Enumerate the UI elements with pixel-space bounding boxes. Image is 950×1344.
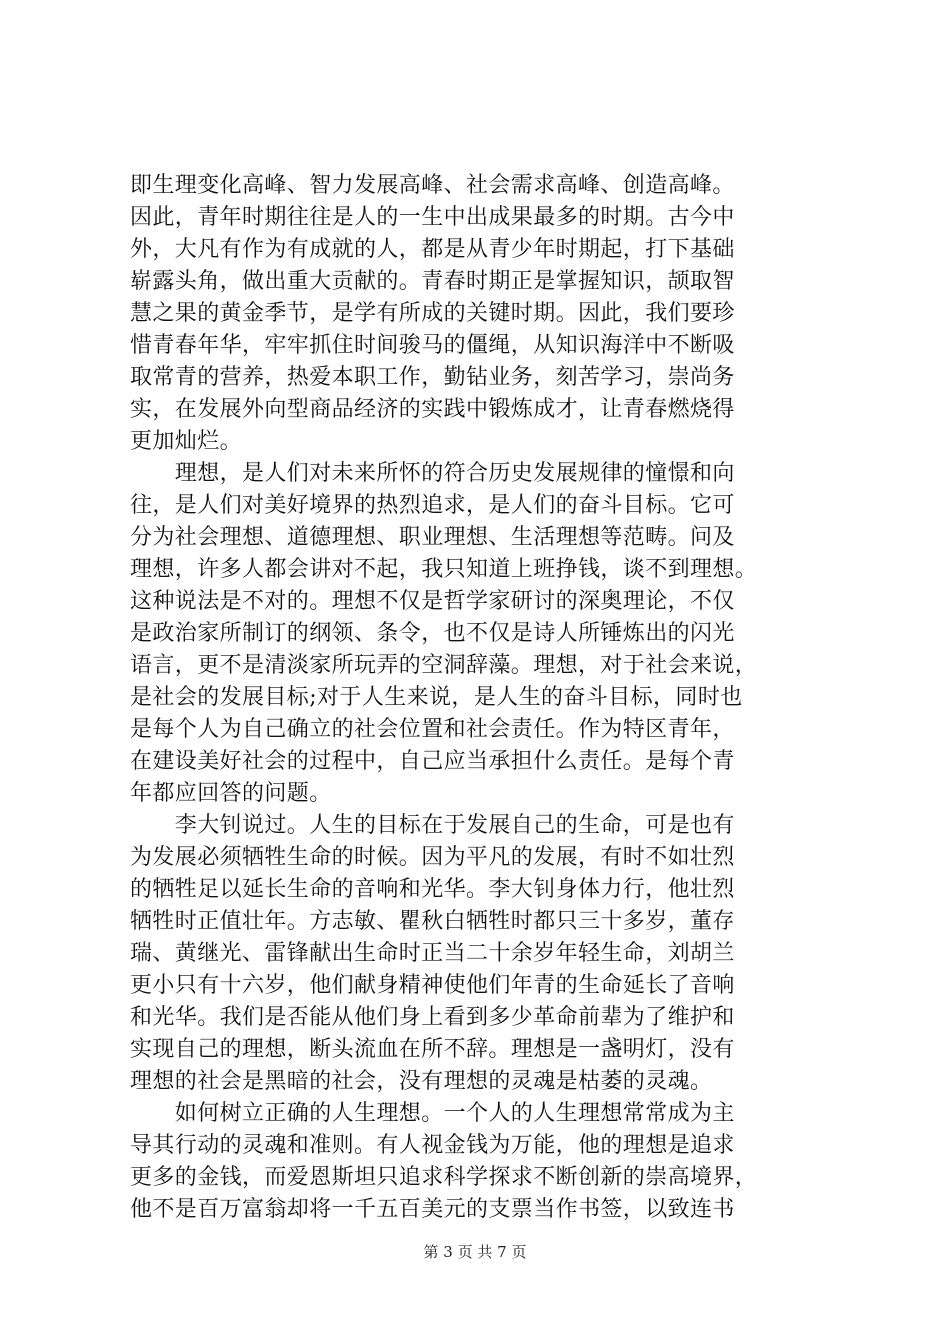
text-line: 为发展必须牺牲生命的时候。因为平凡的发展，有时不如壮烈 [130,845,735,870]
text-line: 往，是人们对美好境界的热烈追求，是人们的奋斗目标。它可 [130,493,735,518]
text-line: 他不是百万富翁却将一千五百美元的支票当作书签，以致连书 [130,1197,735,1222]
text-line: 这种说法是不对的。理想不仅是哲学家研讨的深奥理论，不仅 [130,589,735,614]
text-line: 分为社会理想、道德理想、职业理想、生活理想等范畴。问及 [130,525,735,550]
text-line: 外，大凡有作为有成就的人，都是从青少年时期起，打下基础 [130,237,735,262]
text-line: 导其行动的灵魂和准则。有人视金钱为万能，他的理想是追求 [130,1133,735,1158]
text-line: 理想，许多人都会讲对不起，我只知道上班挣钱，谈不到理想。 [130,557,758,582]
text-line: 理想，是人们对未来所怀的符合历史发展规律的憧憬和向 [130,461,735,486]
text-line: 是社会的发展目标;对于人生来说，是人生的奋斗目标，同时也 [130,685,743,710]
text-line: 和光华。我们是否能从他们身上看到多少革命前辈为了维护和 [130,1005,735,1030]
text-line: 如何树立正确的人生理想。一个人的人生理想常常成为主 [130,1101,735,1126]
text-line: 实，在发展外向型商品经济的实践中锻炼成才，让青春燃烧得 [130,397,735,422]
text-line: 慧之果的黄金季节，是学有所成的关键时期。因此，我们要珍 [130,301,735,326]
text-line: 惜青春年华，牢牢抓住时间骏马的僵绳，从知识海洋中不断吸 [130,333,735,358]
text-line: 取常青的营养，热爱本职工作，勤钻业务，刻苦学习，崇尚务 [130,365,735,390]
text-line: 李大钊说过。人生的目标在于发展自己的生命，可是也有 [130,813,735,838]
text-line: 的牺牲足以延长生命的音响和光华。李大钊身体力行，他壮烈 [130,877,735,902]
text-line: 更小只有十六岁，他们献身精神使他们年青的生命延长了音响 [130,973,735,998]
text-line: 更多的金钱，而爱恩斯坦只追求科学探求不断创新的崇高境界， [130,1165,758,1190]
text-line: 年都应回答的问题。 [130,781,332,806]
text-line: 即生理变化高峰、智力发展高峰、社会需求高峰、创造高峰。 [130,173,735,198]
text-line: 在建设美好社会的过程中，自己应当承担什么责任。是每个青 [130,749,735,774]
text-line: 因此，青年时期往往是人的一生中出成果最多的时期。古今中 [130,205,735,230]
body-text [130,170,835,1226]
text-line: 更加灿烂。 [130,429,243,454]
text-line: 瑞、黄继光、雷锋献出生命时正当二十余岁年轻生命，刘胡兰 [130,941,735,966]
text-line: 是政治家所制订的纲领、条令，也不仅是诗人所锤炼出的闪光 [130,621,735,646]
page-footer: 第 3 页 共 7 页 [423,1243,527,1261]
text-line: 语言，更不是清淡家所玩弄的空洞辞藻。理想，对于社会来说， [130,653,758,678]
text-line: 崭露头角，做出重大贡献的。青春时期正是掌握知识，颉取智 [130,269,735,294]
text-line: 理想的社会是黑暗的社会，没有理想的灵魂是枯萎的灵魂。 [130,1069,713,1094]
text-line: 牺牲时正值壮年。方志敏、瞿秋白牺牲时都只三十多岁，董存 [130,909,735,934]
text-line: 实现自己的理想，断头流血在所不辞。理想是一盏明灯，没有 [130,1037,735,1062]
text-line: 是每个人为自己确立的社会位置和社会责任。作为特区青年， [130,717,735,742]
